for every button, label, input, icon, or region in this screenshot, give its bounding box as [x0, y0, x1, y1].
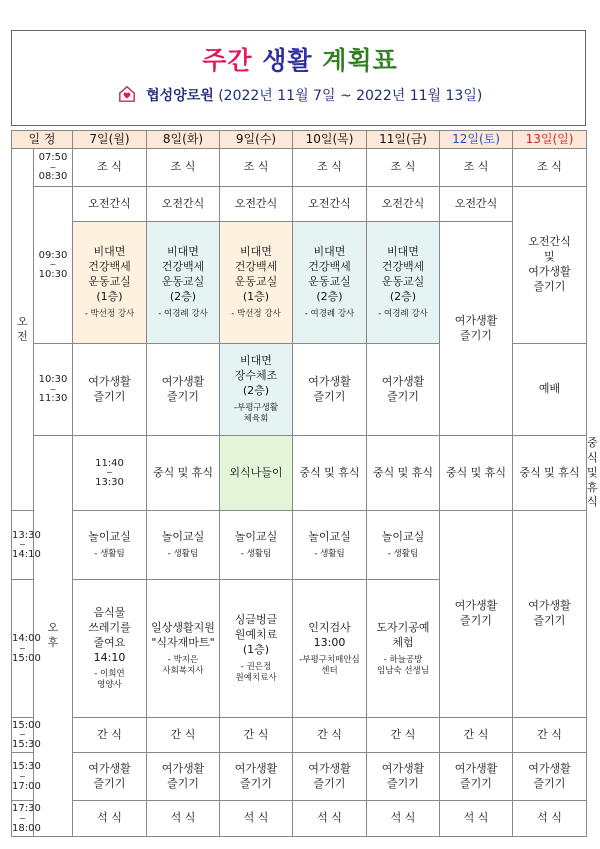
day-sun: 13일(일)	[513, 131, 587, 149]
lunch-wed: 중식 및 휴식	[293, 436, 367, 511]
leisure-sun-evening: 여가생활 즐기기	[513, 753, 587, 801]
play-tue: 놀이교실 - 생활팀	[147, 511, 220, 580]
snack-pm-fri: 간 식	[367, 718, 440, 753]
time-slot: 17:30 ~ 18:00	[12, 801, 34, 837]
worship-sun: 예배	[513, 344, 587, 436]
title-word-3: 계획표	[322, 46, 398, 75]
pm-label: 오 후	[34, 436, 73, 837]
program-mon: 비대면 건강백세 운동교실 (1층) - 박선정 강사	[73, 222, 147, 344]
leisure-mon-pm: 여가생활 즐기기	[73, 753, 147, 801]
dinner-mon: 석 식	[73, 801, 147, 837]
leisure-sat-evening: 여가생활 즐기기	[440, 753, 513, 801]
leisure-sun-pm: 여가생활 즐기기	[513, 511, 587, 718]
program-wed: 비대면 건강백세 운동교실 (1층) - 박선정 강사	[220, 222, 293, 344]
leisure-thu-pm: 여가생활 즐기기	[293, 753, 367, 801]
breakfast-thu: 조 식	[293, 149, 367, 187]
table-row	[12, 718, 587, 753]
lunch-fri: 중식 및 휴식	[440, 436, 513, 511]
org-name: 협성양로원	[146, 88, 214, 104]
leisure-fri-pm: 여가생활 즐기기	[367, 753, 440, 801]
sun-morning: 오전간식 및 여가생활 즐기기	[513, 187, 587, 344]
dinner-sat: 석 식	[440, 801, 513, 837]
table-row	[12, 753, 587, 801]
time-slot: 15:00 ~ 15:30	[12, 718, 34, 753]
snack-am-thu: 오전간식	[293, 187, 367, 222]
heart-house-icon	[118, 85, 136, 103]
snack-pm-wed: 간 식	[220, 718, 293, 753]
snack-am-sat: 오전간식	[440, 187, 513, 222]
time-slot: 13:30 ~ 14:10	[12, 511, 34, 580]
program-tue: 비대면 건강백세 운동교실 (2층) - 여경례 강사	[147, 222, 220, 344]
day-wed: 9일(수)	[220, 131, 293, 149]
leisure-fri-am: 여가생활 즐기기	[367, 344, 440, 436]
snack-pm-sat: 간 식	[440, 718, 513, 753]
program-pm-fri: 도자기공예 체험 - 하늘공방 임남숙 선생님	[367, 580, 440, 718]
program-pm-tue: 일상생활지원 "식자재마트" - 박지은 사회복지사	[147, 580, 220, 718]
longevity-wed: 비대면 장수체조 (2층) -부평구생활 체육회	[220, 344, 293, 436]
snack-am-mon: 오전간식	[73, 187, 147, 222]
leisure-sat-pm: 여가생활 즐기기	[440, 511, 513, 718]
day-mon: 7일(월)	[73, 131, 147, 149]
snack-am-tue: 오전간식	[147, 187, 220, 222]
leisure-mon-am: 여가생활 즐기기	[73, 344, 147, 436]
breakfast-mon: 조 식	[73, 149, 147, 187]
title-word-1: 주간	[202, 46, 253, 75]
dinner-wed: 석 식	[220, 801, 293, 837]
table-row: 오 후 11:40 ~ 13:30 중식 및 휴식 외식나들이 중식 및 휴식 중식 및 휴식 중식 및 휴식 중식 및 휴식 중식 및 휴식	[12, 436, 587, 511]
table-row	[12, 187, 587, 222]
weekly-schedule-table	[11, 130, 598, 837]
day-header-row	[12, 131, 587, 149]
lunch-mon: 중식 및 휴식	[147, 436, 220, 511]
program-fri: 비대면 건강백세 운동교실 (2층) - 여경례 강사	[367, 222, 440, 344]
time-slot: 07:50 ~ 08:30	[34, 149, 73, 187]
time-slot: 14:00 ~ 15:00	[12, 580, 34, 718]
day-tue: 8일(화)	[147, 131, 220, 149]
table-row	[12, 222, 587, 344]
table-row	[12, 511, 587, 580]
leisure-wed-pm: 여가생활 즐기기	[220, 753, 293, 801]
page-subtitle	[0, 85, 600, 105]
table-row	[12, 801, 587, 837]
dinner-tue: 석 식	[147, 801, 220, 837]
page-title	[0, 41, 600, 77]
dinner-sun: 석 식	[513, 801, 587, 837]
play-thu: 놀이교실 - 생활팀	[293, 511, 367, 580]
snack-am-fri: 오전간식	[367, 187, 440, 222]
leisure-sat-am: 여가생활 즐기기	[440, 222, 513, 436]
day-fri: 11일(금)	[367, 131, 440, 149]
program-pm-mon: 음식물 쓰레기를 줄여요 14:10 - 이희연 영양사	[73, 580, 147, 718]
play-fri: 놀이교실 - 생활팀	[367, 511, 440, 580]
title-word-2: 생활	[262, 46, 313, 75]
time-slot: 09:30 ~ 10:30	[34, 187, 73, 344]
snack-pm-thu: 간 식	[293, 718, 367, 753]
am-label: 오 전	[12, 149, 34, 511]
time-slot: 11:40 ~ 13:30	[73, 436, 147, 511]
snack-am-wed: 오전간식	[220, 187, 293, 222]
period: (2022년 11월 7일 ~ 2022년 11월 13일)	[218, 88, 483, 104]
dinner-fri: 석 식	[367, 801, 440, 837]
snack-pm-mon: 간 식	[73, 718, 147, 753]
day-sat: 12일(토)	[440, 131, 513, 149]
leisure-tue-am: 여가생활 즐기기	[147, 344, 220, 436]
table-row	[12, 149, 587, 187]
snack-pm-tue: 간 식	[147, 718, 220, 753]
program-thu: 비대면 건강백세 운동교실 (2층) - 여경례 강사	[293, 222, 367, 344]
day-thu: 10일(목)	[293, 131, 367, 149]
play-mon: 놀이교실 - 생활팀	[73, 511, 147, 580]
outing-tue: 외식나들이	[220, 436, 293, 511]
program-pm-thu: 인지검사 13:00 -부평구치매안심 센터	[293, 580, 367, 718]
program-pm-wed: 싱글벙글 원예치료 (1층) - 권은정 원예치료사	[220, 580, 293, 718]
breakfast-fri: 조 식	[367, 149, 440, 187]
lunch-sat: 중식 및 휴식	[513, 436, 587, 511]
lunch-thu: 중식 및 휴식	[367, 436, 440, 511]
leisure-thu-am: 여가생활 즐기기	[293, 344, 367, 436]
snack-pm-sun: 간 식	[513, 718, 587, 753]
breakfast-sun: 조 식	[513, 149, 587, 187]
play-wed: 놀이교실 - 생활팀	[220, 511, 293, 580]
breakfast-sat: 조 식	[440, 149, 513, 187]
time-slot: 15:30 ~ 17:00	[12, 753, 34, 801]
breakfast-tue: 조 식	[147, 149, 220, 187]
time-slot: 10:30 ~ 11:30	[34, 344, 73, 436]
breakfast-wed: 조 식	[220, 149, 293, 187]
header-label: 일 정	[12, 131, 73, 149]
leisure-tue-pm: 여가생활 즐기기	[147, 753, 220, 801]
dinner-thu: 석 식	[293, 801, 367, 837]
